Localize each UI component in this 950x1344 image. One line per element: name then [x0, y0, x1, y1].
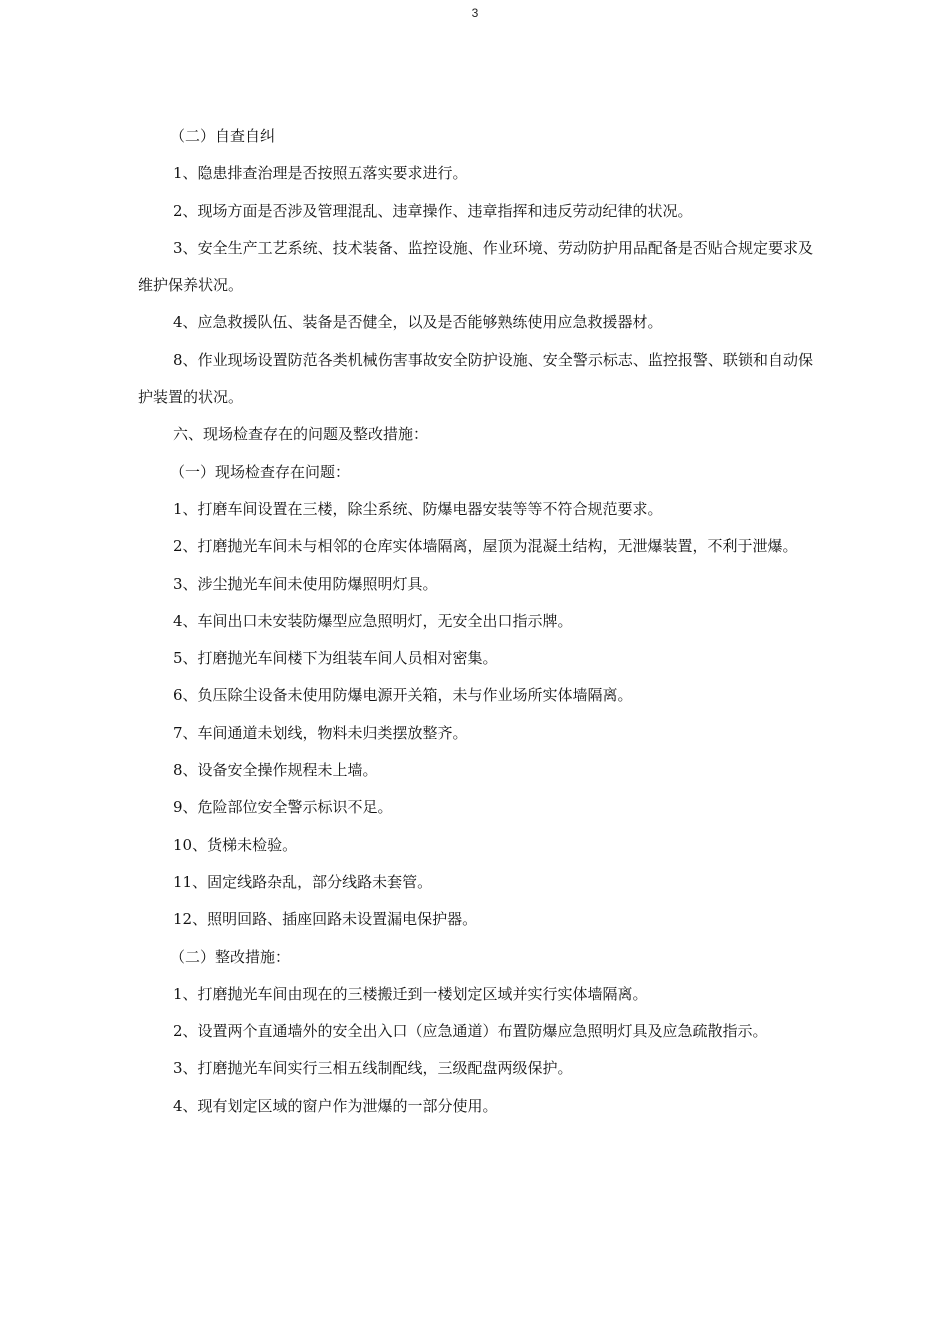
list-item: 4、车间出口未安装防爆型应急照明灯，无安全出口指示牌。 [173, 611, 573, 630]
page-number: 3 [471, 6, 479, 20]
list-item: 2、设置两个直通墙外的安全出入口（应急通道）布置防爆应急照明灯具及应急疏散指示。 [173, 1022, 768, 1041]
list-item: 11、固定线路杂乱，部分线路未套管。 [173, 872, 433, 891]
list-item: 4、应急救援队伍、装备是否健全，以及是否能够熟练使用应急救援器材。 [173, 313, 663, 332]
subsection-heading-issues: （一）现场检查存在问题： [170, 462, 351, 481]
list-item: 6、负压除尘设备未使用防爆电源开关箱，未与作业场所实体墙隔离。 [173, 686, 633, 705]
list-item: 8、设备安全操作规程未上墙。 [173, 761, 378, 780]
subsection-heading-self-check: （二）自查自纠 [170, 127, 276, 145]
list-item: 1、打磨车间设置在三楼，除尘系统、防爆电器安装等等不符合规范要求。 [173, 499, 663, 518]
list-item: 7、车间通道未划线，物料未归类摆放整齐。 [173, 723, 468, 742]
list-item: 8、作业现场设置防范各类机械伤害事故安全防护设施、安全警示标志、监控报警、联锁和自动保护装置的状况。 [138, 350, 813, 407]
list-item: 1、隐患排查治理是否按照五落实要求进行。 [173, 164, 468, 183]
list-item: 12、照明回路、插座回路未设置漏电保护器。 [173, 910, 478, 929]
document-body [138, 118, 813, 1125]
list-item: 3、涉尘抛光车间未使用防爆照明灯具。 [173, 574, 438, 593]
list-item: 2、现场方面是否涉及管理混乱、违章操作、违章指挥和违反劳动纪律的状况。 [173, 201, 693, 220]
list-item: 4、现有划定区域的窗户作为泄爆的一部分使用。 [173, 1096, 498, 1115]
list-item: 5、打磨抛光车间楼下为组装车间人员相对密集。 [173, 649, 498, 668]
section-heading-issues: 六、现场检查存在的问题及整改措施： [173, 425, 429, 444]
list-item: 2、打磨抛光车间未与相邻的仓库实体墙隔离，屋顶为混凝土结构，无泄爆装置，不利于泄爆。 [173, 537, 798, 556]
list-item: 3、安全生产工艺系统、技术装备、监控设施、作业环境、劳动防护用品配备是否贴合规定要求及维护保养状况。 [138, 238, 813, 295]
list-item: 10、货梯未检验。 [173, 835, 298, 854]
list-item: 1、打磨抛光车间由现在的三楼搬迁到一楼划定区域并实行实体墙隔离。 [173, 984, 648, 1003]
subsection-heading-measures: （二）整改措施： [170, 947, 291, 966]
list-item: 3、打磨抛光车间实行三相五线制配线，三级配盘两级保护。 [173, 1059, 573, 1078]
list-item: 9、危险部位安全警示标识不足。 [173, 798, 393, 817]
